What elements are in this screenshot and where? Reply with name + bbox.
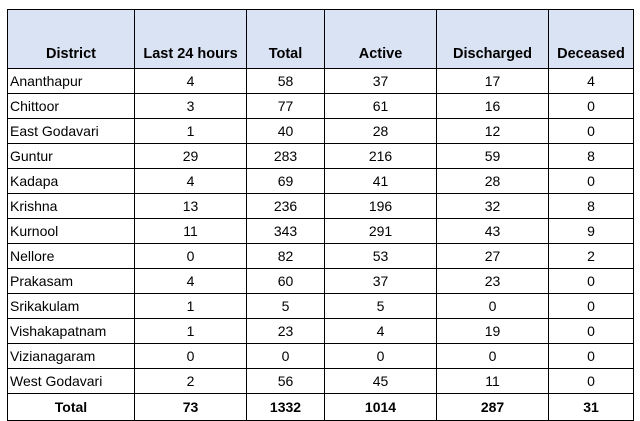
discharged-cell: 12 — [437, 119, 549, 144]
totals-total: 1332 — [247, 394, 325, 421]
discharged-cell: 28 — [437, 169, 549, 194]
table-footer — [8, 394, 634, 421]
table-row — [8, 319, 634, 344]
deceased-cell: 0 — [549, 169, 634, 194]
total-cell: 40 — [247, 119, 325, 144]
district-cell: Nellore — [8, 244, 135, 269]
active-cell: 4 — [325, 319, 437, 344]
table-row — [8, 119, 634, 144]
district-cell: Kadapa — [8, 169, 135, 194]
table-row — [8, 144, 634, 169]
discharged-cell: 16 — [437, 94, 549, 119]
total-cell: 56 — [247, 369, 325, 394]
last-24-hours-cell: 0 — [135, 344, 247, 369]
deceased-cell: 0 — [549, 344, 634, 369]
totals-active: 1014 — [325, 394, 437, 421]
active-cell: 216 — [325, 144, 437, 169]
header-total: Total — [247, 10, 325, 69]
total-cell: 236 — [247, 194, 325, 219]
table-row — [8, 69, 634, 94]
last-24-hours-cell: 1 — [135, 119, 247, 144]
deceased-cell: 0 — [549, 319, 634, 344]
discharged-cell: 59 — [437, 144, 549, 169]
table-row — [8, 194, 634, 219]
discharged-cell: 0 — [437, 344, 549, 369]
header-row — [8, 10, 634, 69]
deceased-cell: 0 — [549, 294, 634, 319]
deceased-cell: 0 — [549, 269, 634, 294]
table-body — [8, 69, 634, 394]
discharged-cell: 43 — [437, 219, 549, 244]
table-row — [8, 294, 634, 319]
last-24-hours-cell: 3 — [135, 94, 247, 119]
header-deceased: Deceased — [549, 10, 634, 69]
table-row — [8, 269, 634, 294]
deceased-cell: 4 — [549, 69, 634, 94]
deceased-cell: 8 — [549, 194, 634, 219]
deceased-cell: 2 — [549, 244, 634, 269]
last-24-hours-cell: 2 — [135, 369, 247, 394]
last-24-hours-cell: 11 — [135, 219, 247, 244]
table-row — [8, 369, 634, 394]
deceased-cell: 9 — [549, 219, 634, 244]
table-row — [8, 219, 634, 244]
table-row — [8, 244, 634, 269]
deceased-cell: 0 — [549, 369, 634, 394]
active-cell: 41 — [325, 169, 437, 194]
district-cell: Krishna — [8, 194, 135, 219]
last-24-hours-cell: 0 — [135, 244, 247, 269]
district-cell: Srikakulam — [8, 294, 135, 319]
totals-last-24-hours: 73 — [135, 394, 247, 421]
district-cell: Chittoor — [8, 94, 135, 119]
last-24-hours-cell: 13 — [135, 194, 247, 219]
district-cell: Guntur — [8, 144, 135, 169]
totals-deceased: 31 — [549, 394, 634, 421]
header-district: District — [8, 10, 135, 69]
last-24-hours-cell: 4 — [135, 69, 247, 94]
active-cell: 53 — [325, 244, 437, 269]
totals-row — [8, 394, 634, 421]
total-cell: 0 — [247, 344, 325, 369]
last-24-hours-cell: 4 — [135, 269, 247, 294]
table-row — [8, 344, 634, 369]
district-cell: Kurnool — [8, 219, 135, 244]
active-cell: 0 — [325, 344, 437, 369]
total-cell: 77 — [247, 94, 325, 119]
total-cell: 58 — [247, 69, 325, 94]
last-24-hours-cell: 29 — [135, 144, 247, 169]
header-last-24-hours: Last 24 hours — [135, 10, 247, 69]
district-cell: East Godavari — [8, 119, 135, 144]
header-active: Active — [325, 10, 437, 69]
discharged-cell: 0 — [437, 294, 549, 319]
totals-label: Total — [8, 394, 135, 421]
last-24-hours-cell: 4 — [135, 169, 247, 194]
district-cell: Vizianagaram — [8, 344, 135, 369]
total-cell: 283 — [247, 144, 325, 169]
total-cell: 5 — [247, 294, 325, 319]
total-cell: 69 — [247, 169, 325, 194]
total-cell: 343 — [247, 219, 325, 244]
district-cell: Prakasam — [8, 269, 135, 294]
discharged-cell: 17 — [437, 69, 549, 94]
deceased-cell: 0 — [549, 94, 634, 119]
discharged-cell: 23 — [437, 269, 549, 294]
table-header — [8, 10, 634, 69]
discharged-cell: 32 — [437, 194, 549, 219]
deceased-cell: 8 — [549, 144, 634, 169]
active-cell: 37 — [325, 69, 437, 94]
deceased-cell: 0 — [549, 119, 634, 144]
total-cell: 60 — [247, 269, 325, 294]
active-cell: 28 — [325, 119, 437, 144]
active-cell: 61 — [325, 94, 437, 119]
district-cell: Ananthapur — [8, 69, 135, 94]
discharged-cell: 27 — [437, 244, 549, 269]
district-cell: Vishakapatnam — [8, 319, 135, 344]
discharged-cell: 11 — [437, 369, 549, 394]
active-cell: 291 — [325, 219, 437, 244]
table-row — [8, 94, 634, 119]
district-cases-table — [7, 9, 634, 421]
total-cell: 23 — [247, 319, 325, 344]
last-24-hours-cell: 1 — [135, 294, 247, 319]
active-cell: 45 — [325, 369, 437, 394]
district-cell: West Godavari — [8, 369, 135, 394]
total-cell: 82 — [247, 244, 325, 269]
active-cell: 5 — [325, 294, 437, 319]
header-discharged: Discharged — [437, 10, 549, 69]
discharged-cell: 19 — [437, 319, 549, 344]
last-24-hours-cell: 1 — [135, 319, 247, 344]
table-row — [8, 169, 634, 194]
active-cell: 37 — [325, 269, 437, 294]
totals-discharged: 287 — [437, 394, 549, 421]
active-cell: 196 — [325, 194, 437, 219]
